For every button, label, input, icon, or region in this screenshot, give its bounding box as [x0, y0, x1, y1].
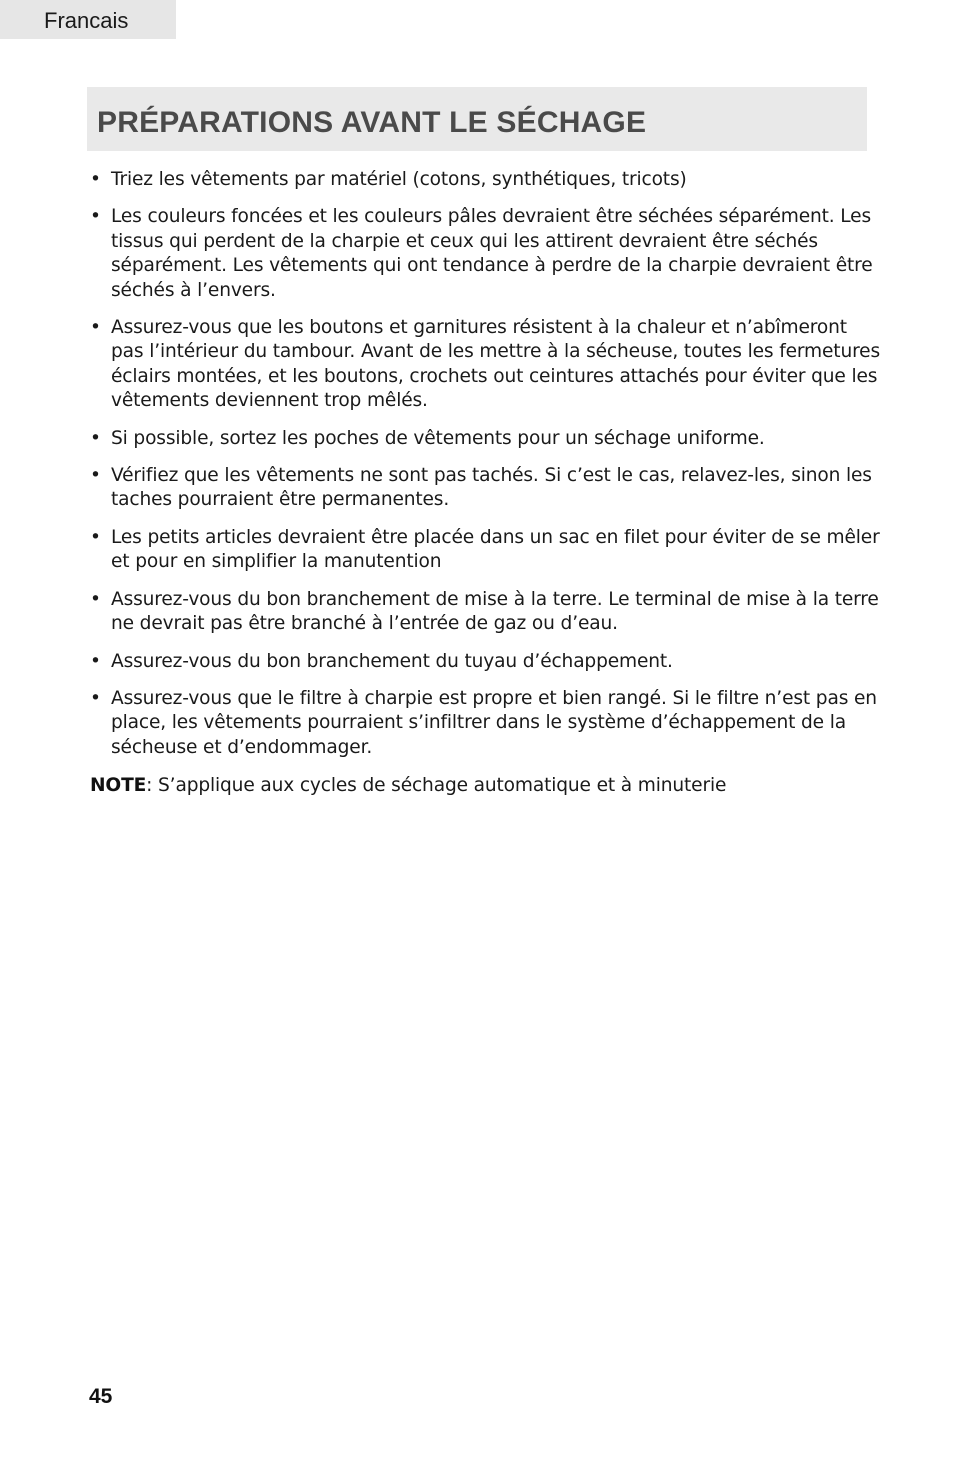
list-item-text: Triez les vêtements par matériel (cotons, synthétiques, tricots) [111, 169, 687, 190]
list-item-text: Assurez-vous que le filtre à charpie est propre et bien rangé. Si le filtre n’est pas en place, les vêtements pourraient s’infiltrer dans le système d’échappement de la sécheuse et d’endommager. [111, 687, 877, 758]
bullet-marker: • [90, 465, 101, 487]
list-item [90, 205, 880, 303]
list-item-text: Assurez-vous du bon branchement du tuyau d’échappement. [111, 650, 673, 672]
section-title-bar [87, 87, 867, 151]
language-tab-label: Francais [44, 8, 129, 33]
list-item-text: Assurez-vous que les boutons et garnitures résistent à la chaleur et n’abîmeront pas l’intérieur du tambour. Avant de les mettre à la sécheuse, toutes les fermetures éclairs montées, et les boutons, crochets out ceintures attachés pour éviter que les vêtements deviennent trop mêlés. [111, 317, 880, 412]
list-item-text: Les couleurs foncées et les couleurs pâles devraient être séchées séparément. Les tissus qui perdent de la charpie et ceux qui les attirent devraient être séchés séparément. Les vêtements qui ont tendance à perdre de la charpie devraient être séchés à l’envers. [111, 206, 873, 301]
list-item [90, 316, 880, 414]
note-text: : S’applique aux cycles de séchage automatique et à minuterie [146, 775, 727, 796]
bullet-marker: • [90, 427, 101, 449]
list-item-text: Vérifiez que les vêtements ne sont pas tachés. Si c’est le cas, relavez-les, sinon les taches pourraient être permanentes. [111, 465, 872, 511]
bullet-marker: • [90, 169, 101, 190]
bullet-marker: • [90, 650, 101, 672]
note-label: NOTE [90, 775, 147, 796]
bullet-marker: • [90, 317, 101, 339]
list-item-text: Les petits articles devraient être placée dans un sac en filet pour éviter de se mêler et pour en simplifier la manutention [111, 526, 880, 573]
bullet-marker: • [90, 206, 101, 228]
bullet-marker: • [90, 588, 101, 610]
page-number: 45 [89, 1385, 113, 1408]
list-item-text: Si possible, sortez les poches de vêtements pour un séchage uniforme. [111, 427, 765, 449]
note-paragraph [90, 774, 880, 798]
list-item-text: Assurez-vous du bon branchement de mise à la terre. Le terminal de mise à la terre ne devrait pas être branché à l’entrée de gaz ou d’eau. [111, 588, 879, 635]
section-title: PRÉPARATIONS AVANT LE SÉCHAGE [97, 106, 647, 139]
list-item [90, 687, 880, 760]
list-item [90, 427, 880, 451]
language-tab [0, 0, 176, 39]
list-item [90, 650, 880, 674]
preparation-list [90, 168, 880, 773]
list-item [90, 464, 880, 513]
bullet-marker: • [90, 526, 101, 548]
bullet-marker: • [90, 687, 101, 709]
list-item [90, 526, 880, 575]
list-item [90, 588, 880, 637]
list-item [90, 168, 880, 192]
